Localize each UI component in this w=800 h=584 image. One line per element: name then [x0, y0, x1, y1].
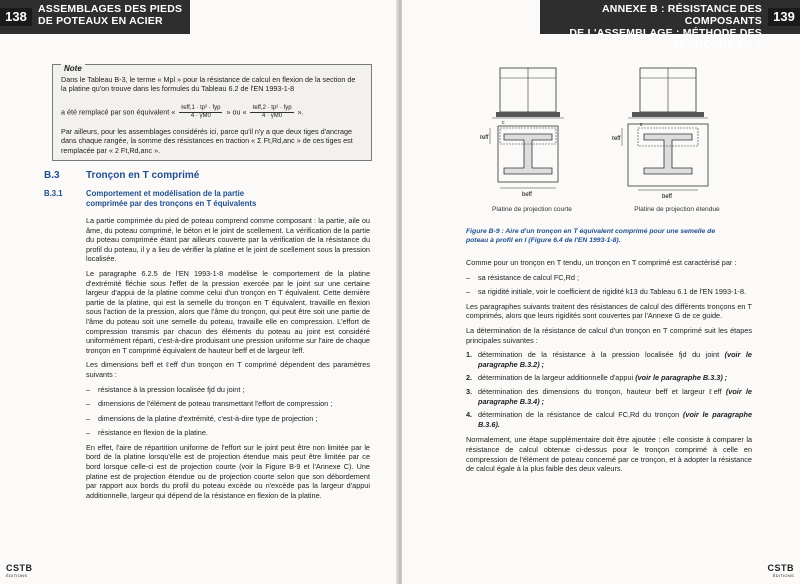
list-item: – résistance à la pression localisée fjd du joint ;: [86, 385, 370, 395]
paragraph: La détermination de la résistance de calcul d'un tronçon en T comprimé suit les étapes principales suivantes :: [466, 325, 752, 345]
label-c-right: c: [640, 122, 643, 128]
step-number: 3.: [466, 386, 473, 396]
left-body: [86, 216, 370, 505]
right-body: [466, 258, 752, 479]
step-reference: (voir le paragraphe B.3.6).: [478, 410, 753, 429]
step-text: détermination de la largeur additionnelle d'appui: [478, 373, 634, 383]
step-item: [466, 387, 752, 406]
step-number: 1.: [466, 350, 473, 360]
step-item: [466, 410, 752, 429]
publisher-logo: [6, 563, 33, 578]
header-line-2: DE L'ASSEMBLAGE : MÉTHODE DES TRONÇONS EN T: [569, 27, 762, 51]
fraction-2-denominator: 4 · γM0: [262, 113, 283, 119]
note-paragraph-2: [61, 105, 361, 120]
paragraph: Les dimensions beff et ℓeff d'un tronçon en T comprimé dépendent des paramètres suivants :: [86, 360, 370, 379]
right-header: [540, 0, 800, 51]
step-item: [466, 373, 752, 383]
step-reference: (voir le paragraphe B.3.2) ;: [478, 350, 752, 369]
list-item: – résistance en flexion de la platine.: [86, 428, 370, 438]
label-beff-left: beff: [522, 192, 532, 198]
note-formula-end: ».: [297, 107, 304, 117]
note-formula-lead: a été remplacé par son équivalent «: [61, 107, 176, 117]
step-reference: (voir le paragraphe B.3.4) ;: [478, 386, 752, 406]
logo-subtext: ÉDITIONS: [6, 573, 28, 578]
label-c-left: c: [502, 120, 505, 126]
subsection-number: B.3.1: [44, 189, 63, 198]
step-number: 2.: [466, 373, 473, 383]
figure-title: Figure B-9 : Aire d'un tronçon en T équivalent comprimé pour une semelle de poteau à profil en I (Figure 6.4 de l'EN 1993-1-8).: [466, 228, 716, 244]
note-paragraph-3: Par ailleurs, pour les assemblages considérés ici, parce qu'il n'y a que deux tiges d'ancrage dans chaque rangée, la somme des résistances en traction « Σ Ft,Rd,anc » de ces tiges est remplacée par « 2 Ft,Rd,anc ».: [61, 127, 353, 155]
note-box: [52, 64, 372, 161]
fraction-2-numerator: ℓeff,2 · tp² · fyp: [252, 105, 292, 111]
publisher-logo: [768, 563, 795, 578]
fraction-1-numerator: ℓeff,1 · tp² · fyp: [181, 105, 221, 111]
section-number: B.3: [44, 170, 60, 181]
logo-text: CSTB: [6, 563, 33, 573]
right-header-title: [540, 3, 762, 51]
logo-text: CSTB: [767, 563, 794, 573]
list-item: – sa résistance de calcul FC,Rd ;: [466, 273, 752, 283]
caption-short-projection: Platine de projection courte: [492, 206, 572, 213]
figure-b9: [472, 64, 742, 204]
paragraph: Les paragraphes suivants traitent des résistances de calcul des différents tronçons en T comprimés, alors que leurs rigidités sont couvertes par l'Annexe G de ce guide.: [466, 301, 752, 321]
label-beff-right: beff: [662, 194, 672, 200]
note-paragraph-1: Dans le Tableau B-3, le terme « Mpl » pour la résistance de calcul en flexion de la section de la platine qu'on trouve dans les formules du Tableau 6.2 de l'EN 1993-1-8: [61, 75, 356, 94]
left-header-title: ASSEMBLAGES DES PIEDS DE POTEAUX EN ACIER: [38, 3, 183, 27]
step-number: 4.: [466, 410, 473, 420]
list-item: – dimensions de l'élément de poteau transmettant l'effort de compression ;: [86, 399, 370, 409]
left-page: [0, 0, 398, 584]
paragraph: Normalement, une étape supplémentaire doit être ajoutée : elle consiste à comparer la résistance de calcul obtenue ci-dessus pour le tronçon comprimé à celle en compression de l'élément de poteau concerné par ce tronçon, et à adopter la résistance de calcul égale à la plus faible des deux valeurs.: [466, 435, 752, 474]
formula-fraction-2: [250, 105, 293, 120]
step-reference: (voir le paragraphe B.3.3) ;: [635, 373, 728, 383]
note-title: Note: [61, 64, 85, 73]
parameter-list: [86, 385, 370, 438]
header-line-1: ANNEXE B : RÉSISTANCE DES COMPOSANTS: [602, 3, 762, 27]
paragraph: Le paragraphe 6.2.5 de l'EN 1993-1-8 modélise le comportement de la platine d'extrémité fléchie sous l'effet de la pression exercée par le joint sur une certaine largeur d'appui de la platine comme celui d'un tronçon en T équivalent. Cette dernière partie de la platine, qui est la semelle du tronçon en T équivalent, travaille en flexion sous l'action de la pression, alors que l'âme du tronçon, qui peut être soit une partie de l'âme du poteau soit une semelle du poteau, travaille elle en compression. L'effort de compression transmis par chacun des éléments du poteau au joint est considéré uniformément réparti, c'est-à-dire produisant une pression uniforme sur l'aire de chaque tronçon en T comprimé équivalent de hauteur beff et de largeur ℓeff.: [86, 268, 370, 355]
note-or-word: » ou «: [226, 107, 247, 117]
logo-subtext: ÉDITIONS: [772, 573, 794, 578]
step-text: détermination de la résistance à la pression localisée fjd du joint: [478, 350, 720, 360]
right-page: [402, 0, 800, 584]
fraction-1-denominator: 4 · γM0: [190, 113, 211, 119]
paragraph: La partie comprimée du pied de poteau comprend comme composant : la partie, aile ou âme, du poteau comprimé, le béton et le joint de scellement. La vérification de la partie du poteau comprimée étant par ailleurs couverte par la vérification de la résistance du profil du poteau, il y a lieu de vérifier la platine et le joint de scellement sous la pression localisée.: [86, 216, 370, 264]
label-leff-right: ℓeff: [612, 136, 621, 142]
formula-fraction-1: [179, 105, 222, 120]
right-page-number: 139: [768, 8, 800, 26]
paragraph: En effet, l'aire de répartition uniforme de l'effort sur le joint peut être non limitée par le bord de la platine lorsqu'elle est de projection étendue mais peut être limitée par ce bord lorsque celle-ci est de projection courte (voir la Figure B-9 et l'Annexe C). Une platine est de projection étendue ou de projection courte selon que son débordement par rapport aux bords du profil du poteau excède ou n'excède pas la largeur d'appui additionnelle, largeur qui dépend de la résistance en flexion de la platine.: [86, 442, 370, 500]
left-page-number: 138: [0, 8, 32, 26]
step-item: [466, 350, 752, 369]
short-projection-diagram: [480, 68, 564, 198]
left-header: [0, 0, 190, 34]
characteristics-list: [466, 273, 752, 297]
list-item: – dimensions de la platine d'extrémité, c'est-à-dire type de projection ;: [86, 414, 370, 424]
list-item: – sa rigidité initiale, voir le coefficient de rigidité k13 du Tableau 6.1 de l'EN 1993-1-8.: [466, 287, 752, 297]
steps-list: [466, 350, 752, 429]
extended-projection-diagram: [612, 68, 708, 200]
label-leff-left: ℓeff: [480, 135, 489, 141]
step-text: détermination de la résistance de calcul FC,Rd du tronçon: [478, 410, 680, 420]
caption-extended-projection: Platine de projection étendue: [634, 206, 720, 213]
subsection-title: Comportement et modélisation de la partie comprimée par des tronçons en T équivalents: [86, 189, 257, 208]
step-text: détermination des dimensions du tronçon, hauteur beff et largeur ℓeff: [478, 386, 722, 396]
section-title: Tronçon en T comprimé: [86, 170, 200, 181]
paragraph: Comme pour un tronçon en T tendu, un tronçon en T comprimé est caractérisé par :: [466, 258, 737, 267]
